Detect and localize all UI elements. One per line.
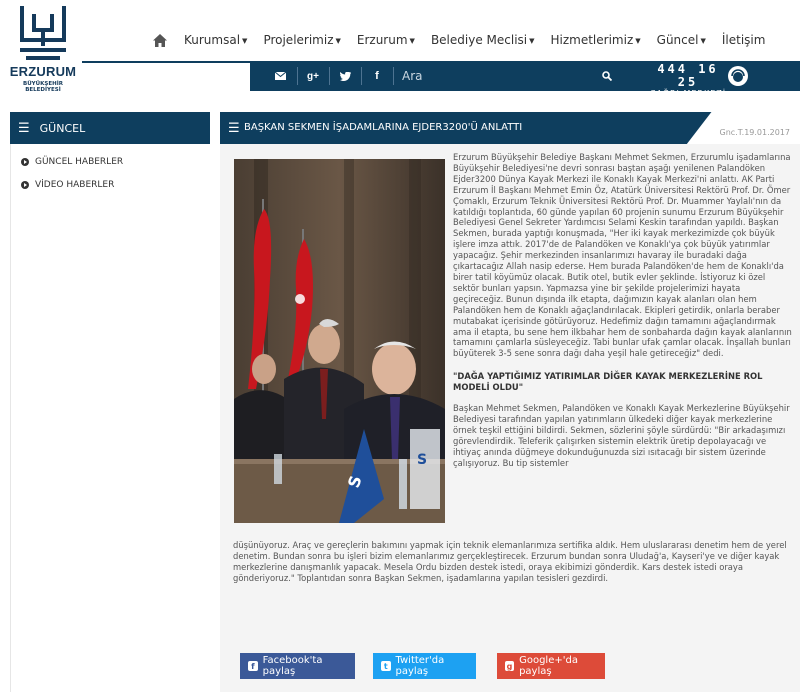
search-input[interactable] (402, 65, 592, 87)
share-label: Twitter'da paylaş (395, 655, 445, 677)
chevron-down-icon: ▼ (635, 36, 641, 45)
menu-icon: ☰ (18, 120, 30, 135)
twitter-icon: t (381, 661, 391, 671)
article-photo[interactable] (234, 159, 445, 523)
mail-icon[interactable] (265, 61, 295, 91)
logo-emblem-icon (16, 6, 70, 62)
sidebar-title: GÜNCEL (39, 121, 86, 135)
menu-icon: ☰ (228, 120, 240, 135)
twitter-icon[interactable] (330, 61, 360, 91)
facebook-icon[interactable]: f (375, 70, 379, 82)
article-title: BAŞKAN SEKMEN İŞADAMLARINA EJDER3200'Ü ANLATTI (244, 122, 523, 133)
twitter-share-button[interactable] (373, 653, 476, 679)
chevron-down-icon: ▼ (242, 36, 248, 45)
article-body-continued (233, 540, 793, 584)
sidebar-item-video-haberler[interactable] (11, 173, 210, 196)
toolbar-separator (393, 67, 394, 85)
article-paragraph: düşünüyoruz. Araç ve gereçlerin bakımını yapmak için teknik elemanlarımıza sertifika aldık. Hem uluslararası denetim hem de yerel denetim. Bundan sonra bu işleri bizim elemanlarımız gerçekleştirecek. Erzurum bundan sonra Uludağ'a, Kayseri'ye ve diğer kayak merkezlerine danışmanlık yapacak. Mesela Ordu bizden destek istedi, oraya ekibimizi gönderdik. Kars destek istedi oraya gönderiyoruz." Toplantıdan sonra Başkan Sekmen, işadamlarına yapılan tesisleri gezdirdi. (233, 540, 787, 583)
svg-text:S: S (343, 473, 366, 491)
call-center-number: 444 16 25 (657, 62, 719, 89)
sidebar-header (10, 112, 210, 144)
article-subheading: "DAĞA YAPTIĞIMIZ YATIRIMLAR DİĞER KAYAK MERKEZLERİNE ROL MODELİ OLDU" (453, 371, 763, 393)
share-label: Facebook'ta paylaş (262, 655, 323, 677)
article-paragraph: Başkan Mehmet Sekmen, Palandöken ve Konaklı Kayak Merkezlerine Büyükşehir Belediyesi tarafından yapılan yatırımların ülkedeki diğer kayak merkezlerine örnek teşkil ettiğini bildirdi. Sekmen, sözlerini şöyle sürdürdü: "Bir arkadaşımızı görevlendirdik. Teleferik çalışırken sistemin elektrik üretip depolayacağı ve ihtiyaç anında düğmeye dokunduğunuzda sizi ısıtacağı bir sistem üzerinde çalışıyoruz. Bu tip sistemler (453, 403, 790, 468)
logo-subtitle: BÜYÜKŞEHİR BELEDİYESİ (23, 81, 63, 93)
article-body (453, 152, 793, 478)
search-icon[interactable] (593, 61, 621, 91)
call-center-headset-icon (728, 66, 748, 86)
facebook-share-button[interactable] (240, 653, 355, 679)
nav-item-erzurum[interactable]: Erzurum ▼ (356, 33, 415, 47)
nav-item-projelerimiz[interactable]: Projelerimiz ▼ (263, 33, 341, 47)
article-header (220, 112, 800, 144)
facebook-icon: f (248, 661, 258, 671)
article-paragraph: Erzurum Büyükşehir Belediye Başkanı Mehmet Sekmen, Erzurumlu işadamlarına Büyükşehir Belediyesi'ne devri sonrası baştan aşağı yenilenen Palandöken Ejder3200 Dünya Kayak Merkezi ile Konaklı Kayak Merkezi'ni anlattı. AK Parti Erzurum İl Başkanı Mehmet Emin Öz, Atatürk Üniversitesi Rektörü Prof. Dr. Ömer Çomaklı, Erzurum Teknik Üniversitesi Rektörü Prof. Dr. Muammer Yaylalı'nın da katıldığı toplantıda, 60 günde yapılan 60 projenin sunumu Erzurum Büyükşehir Belediyesi Genel Sekreter Yardımcısı Selami Keskin tarafından yapıldı. Başkan Sekmen, burada yaptığı konuşmada, "Her iki kayak merkezimizde çok büyük işlere imza attık. 2017'de de Palandöken ve Konaklı'ya çok büyük yatırımlar yapacağız. Şehir merkezinden insanlarımızı havaray ile buradaki dağa çıkartacağız Allah nasip ederse. Hem burada Palandöken'de hem de Konaklı'da birer tatil köyümüz olacak. Butik otel, butik evler şeklinde. İstiyoruz ki özel sektör bunları yapsın. Yapmazsa yine bir şekilde projelerimizi hayata geçireceğiz. Bunun dışında ilk etapta, dağımızın kayak alanları olan hem Palandöken hem de Konaklı ağaçlandırılacak. Ekipleri getirdik, onlarla beraber mutabakat içerisinde götürüyoruz. Hedefimiz dağın tamamını ağaçlandırmak ama il etapta, bu sene hem ilkbahar hem de sonbaharda dağın kayak alanlarının tamamını çamlarla süsleyeceğiz. Tabi bunlar ufak çamlar olacak. İnşallah bunları büyüterek 3-5 sene sonra dağı daha yeşil hale getireceğiz" dedi. (453, 152, 792, 359)
googleplus-share-button[interactable] (497, 653, 605, 679)
nav-item-belediye-meclisi[interactable]: Belediye Meclisi ▼ (430, 33, 535, 47)
chevron-down-icon: ▼ (700, 36, 706, 45)
share-label: Google+'da paylaş (519, 655, 578, 677)
chevron-down-icon: ▼ (409, 36, 415, 45)
article-date: Gnc.T.19.01.2017 (719, 128, 790, 137)
nav-item-hizmetlerimiz[interactable]: Hizmetlerimiz ▼ (550, 33, 641, 47)
google-plus-icon[interactable]: g+ (307, 70, 319, 82)
sidebar-item-guncel-haberler[interactable] (11, 150, 210, 173)
nav-item-kurumsal[interactable]: Kurumsal ▼ (184, 33, 248, 47)
home-icon[interactable] (150, 30, 170, 50)
nav-item-iletisim[interactable]: İletişim (721, 33, 766, 47)
play-circle-icon (21, 158, 29, 166)
nav-item-guncel[interactable]: Güncel ▼ (656, 33, 706, 47)
chevron-down-icon: ▼ (335, 36, 341, 45)
site-logo[interactable] (8, 6, 78, 94)
play-circle-icon (21, 181, 29, 189)
call-center-label: ÇAĞRI MERKEZİ (649, 89, 727, 98)
sidebar-item-label: VİDEO HABERLER (35, 179, 115, 190)
google-plus-icon: g (506, 661, 513, 671)
call-center[interactable] (648, 62, 728, 98)
sidebar-item-label: GÜNCEL HABERLER (35, 156, 124, 167)
logo-name: ERZURUM (9, 64, 77, 79)
chevron-down-icon: ▼ (529, 36, 535, 45)
svg-text:S: S (417, 452, 428, 468)
main-navigation (150, 26, 781, 54)
toolbar (250, 61, 800, 98)
sidebar (10, 144, 210, 692)
